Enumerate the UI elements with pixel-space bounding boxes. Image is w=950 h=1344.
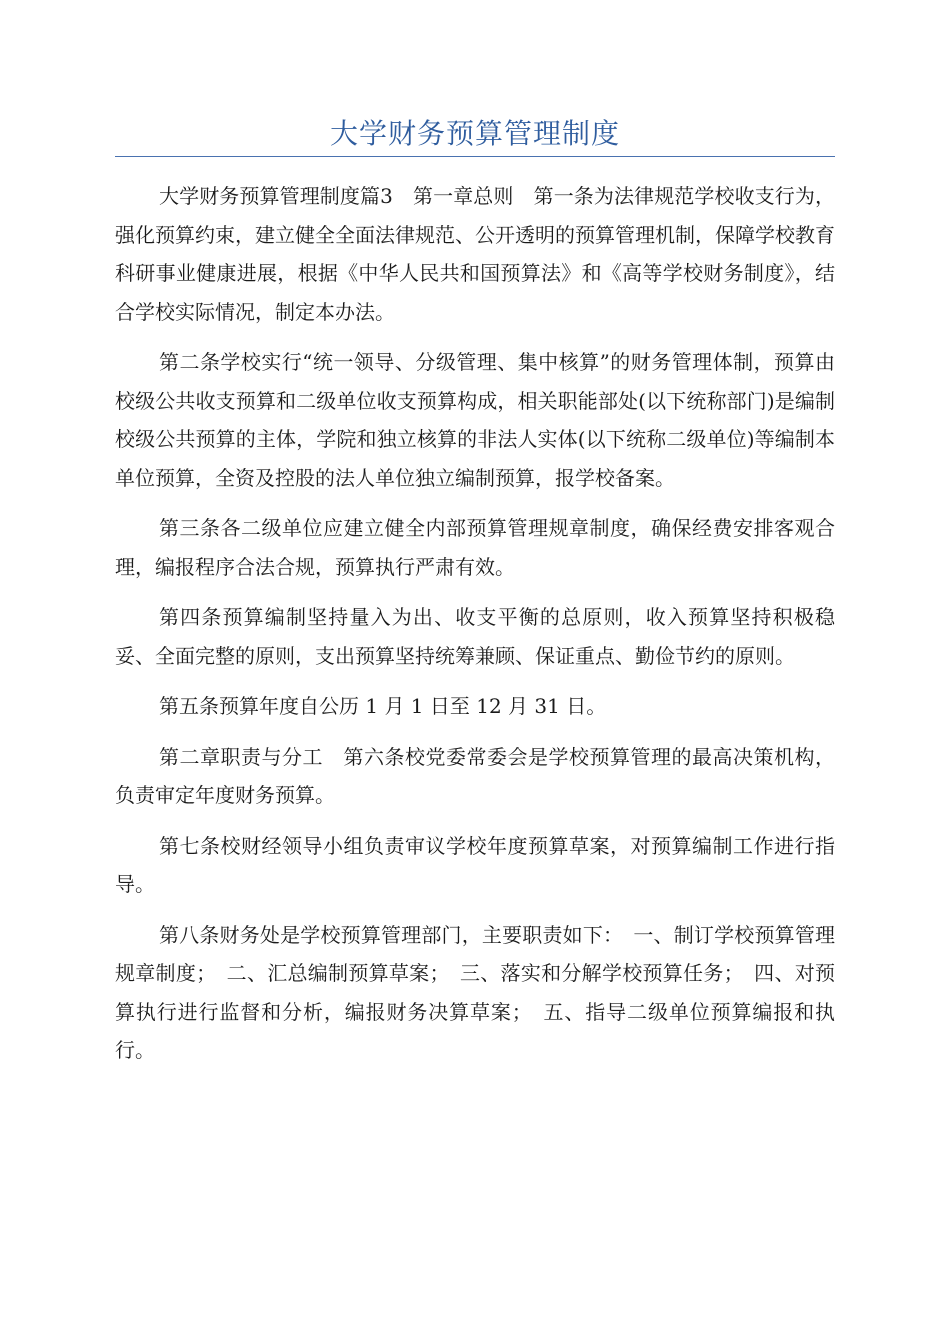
paragraph: 第七条校财经领导小组负责审议学校年度预算草案，对预算编制工作进行指导。 [115,833,835,896]
paragraph: 第四条预算编制坚持量入为出、收支平衡的总原则，收入预算坚持积极稳妥、全面完整的原则，支出预算坚持统筹兼顾、保证重点、勤俭节约的原则。 [115,605,835,668]
paragraph: 大学财务预算管理制度篇3 第一章总则 第一条为法律规范学校收支行为，强化预算约束，建立健全全面法律规范、公开透明的预算管理机制，保障学校教育科研事业健康进展，根据《中华人民共和国预算法》和《高等学校财务制度》，结合学校实际情况，制定本办法。 [115,184,835,324]
document-body [115,177,835,1070]
paragraph: 第三条各二级单位应建立健全内部预算管理规章制度，确保经费安排客观合理，编报程序合法合规，预算执行严肃有效。 [115,516,835,579]
title-underline [115,156,835,157]
paragraph: 第二条学校实行“统一领导、分级管理、集中核算”的财务管理体制，预算由校级公共收支预算和二级单位收支预算构成，相关职能部处(以下统称部门)是编制校级公共预算的主体，学院和独立核算的非法人实体(以下统称二级单位)等编制本单位预算，全资及控股的法人单位独立编制预算，报学校备案。 [115,350,835,490]
paragraph: 第二章职责与分工 第六条校党委常委会是学校预算管理的最高决策机构，负责审定年度财务预算。 [115,744,835,807]
document-title: 大学财务预算管理制度 [329,117,620,150]
paragraph: 第五条预算年度自公历 1 月 1 日至 12 月 31 日。 [159,694,607,718]
paragraph: 第八条财务处是学校预算管理部门，主要职责如下： 一、制订学校预算管理规章制度； 二、汇总编制预算草案； 三、落实和分解学校预算任务； 四、对预算执行进行监督和分析，编报财务决算草案； 五、指导二级单位预算编报和执行。 [115,922,835,1062]
document-page [115,0,835,1082]
